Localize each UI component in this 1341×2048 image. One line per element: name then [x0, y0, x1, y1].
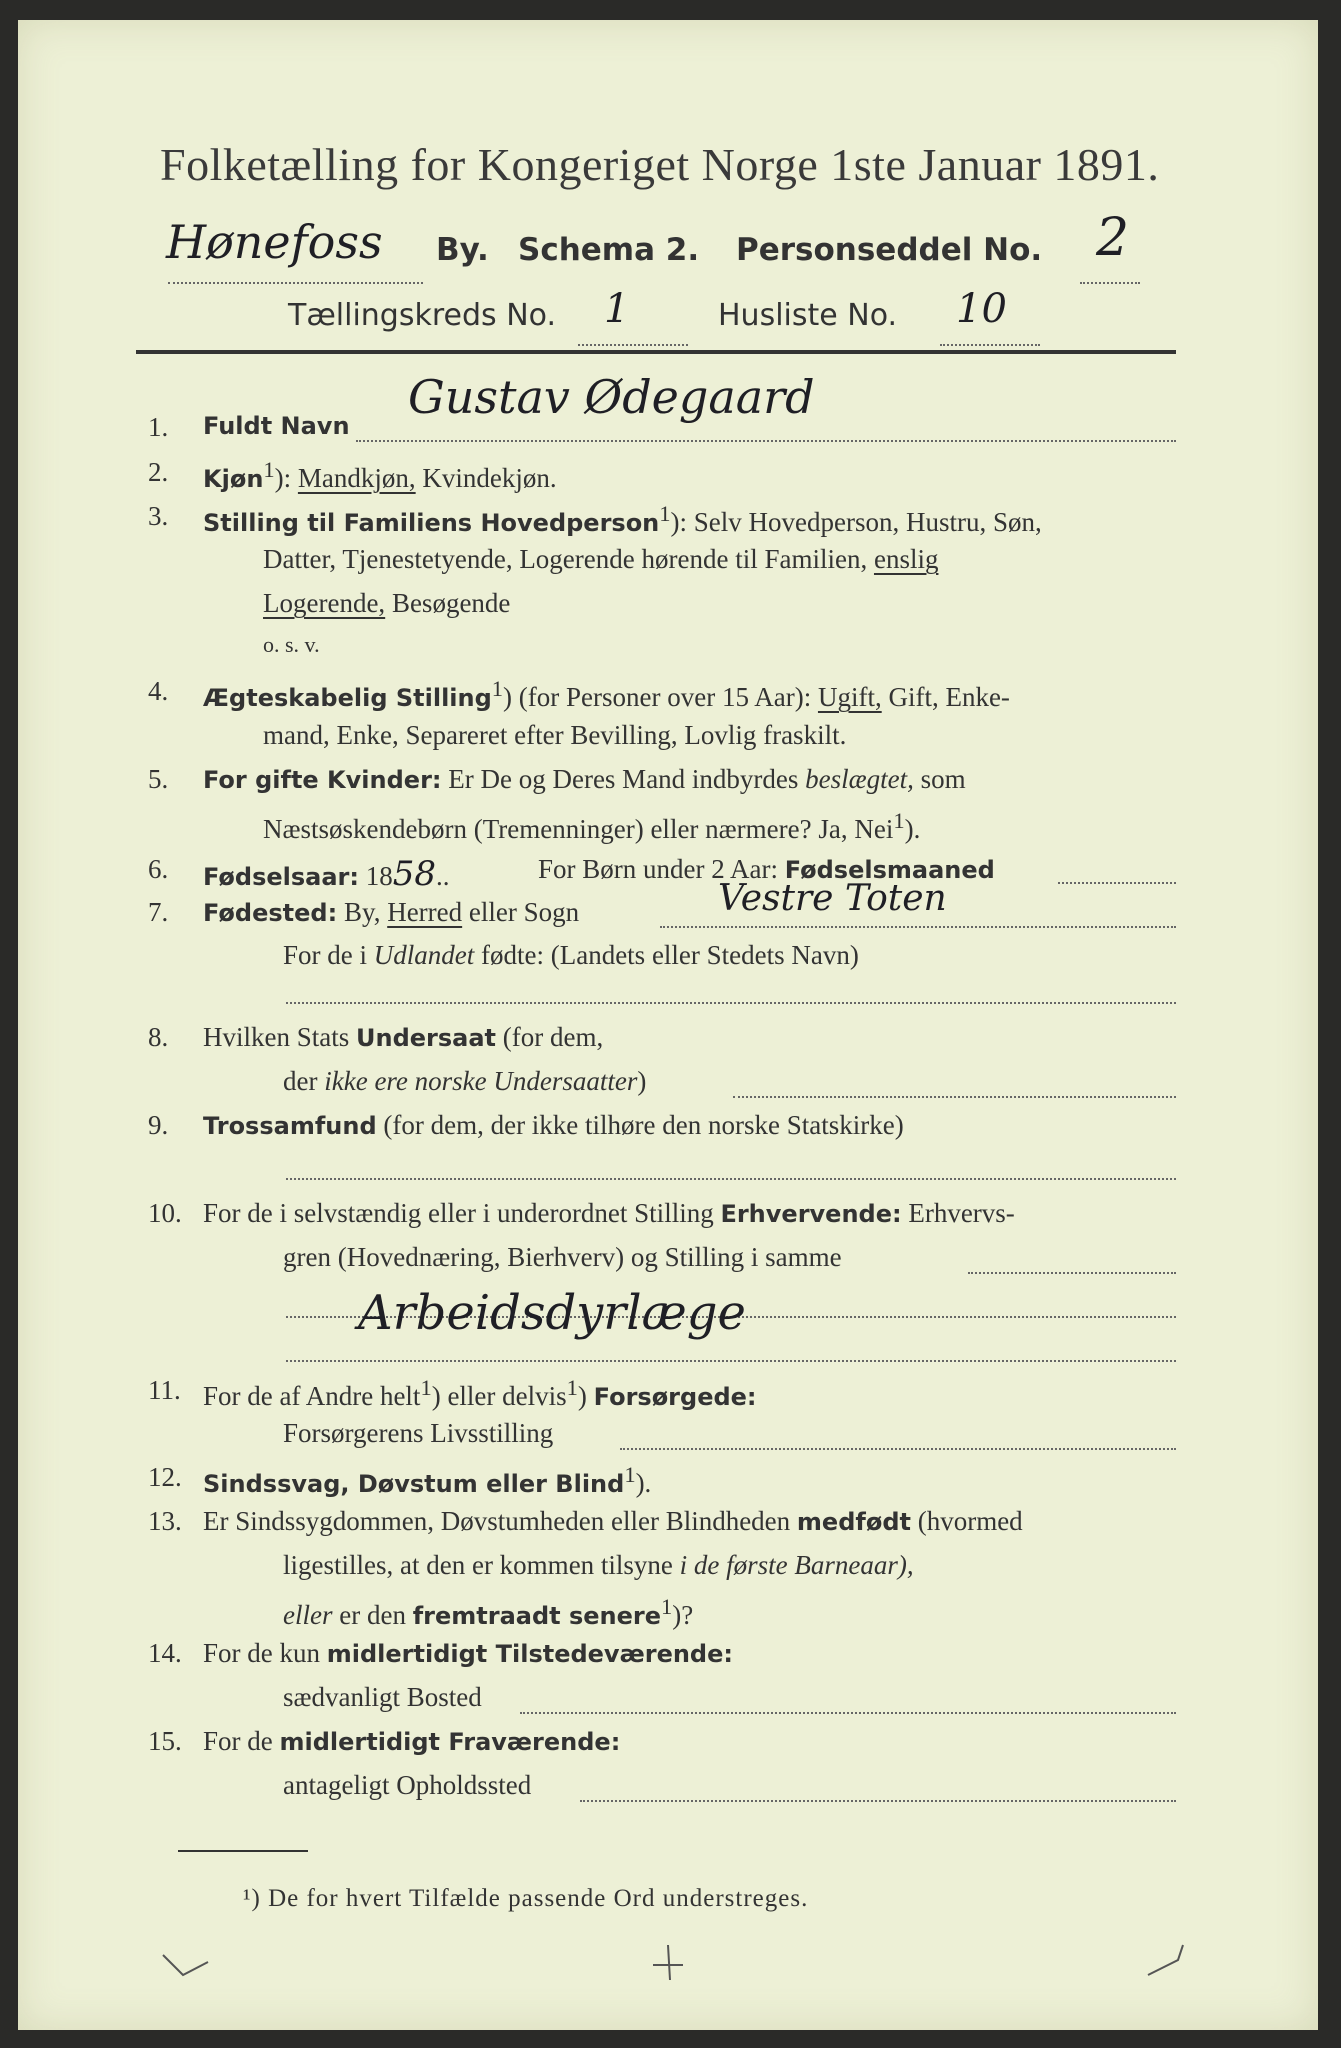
- town-dots: [168, 272, 423, 291]
- q3-number: 3.: [148, 501, 169, 531]
- q10-line2: gren (Hovednæring, Bierhverv) og Stilling i samme: [283, 1242, 842, 1272]
- footnote-divider: [178, 1850, 308, 1852]
- q13-line2: [283, 1550, 914, 1581]
- q3-footnote-mark: 1: [659, 501, 671, 526]
- q8-line2: der ikke ere norske Undersaatter): [283, 1066, 647, 1096]
- q6-label: Fødselsaar:: [203, 863, 359, 891]
- q13-line1-b: (hvormed: [917, 1506, 1023, 1536]
- q3-line3: [263, 588, 510, 619]
- q3-label: Stilling til Familiens Hovedperson: [203, 509, 660, 537]
- q14-label: midlertidigt Tilstedeværende:: [326, 1640, 733, 1668]
- q3-line1: Stilling til Familiens Hovedperson$^1$): Selv Hovedperson, Hustru, Søn,: [203, 501, 1042, 537]
- q6-label-month: Fødselsmaaned: [784, 856, 995, 884]
- q4-line1: Ægteskabelig Stilling$^1$) (for Personer over 15 Aar): Ugift, Gift, Enke-: [203, 676, 1010, 712]
- q2-footnote-mark: 1: [263, 457, 275, 482]
- q15-dots: [580, 1790, 1176, 1809]
- q14-dots: [520, 1702, 1176, 1721]
- q9-line: [203, 1110, 904, 1141]
- q15-number: 15.: [148, 1726, 182, 1756]
- q11-line1-a: For de af Andre helt: [203, 1381, 421, 1411]
- q14-line2: sædvanligt Bosted: [283, 1682, 482, 1712]
- q2-row: Kjøn$^1$): Mandkjøn, Kvindekjøn.: [203, 457, 557, 493]
- q14-line1-a: For de kun: [203, 1638, 320, 1668]
- q4-line1-end: Gift, Enke-: [888, 682, 1010, 712]
- q10-dots-1: [968, 1262, 1176, 1281]
- q9-text: (for dem, der ikke tilhøre den norske Statskirke): [383, 1110, 904, 1140]
- q10-line1-b: Erhvervs-: [908, 1198, 1015, 1228]
- q7-number: 7.: [148, 897, 169, 927]
- q4-line2: mand, Enke, Separeret efter Bevilling, Lovlig fraskilt.: [263, 720, 847, 750]
- q6-text-under2: For Børn under 2 Aar:: [538, 854, 778, 884]
- registration-mark-center: [638, 1940, 698, 1990]
- q13-label-fremtraadt: fremtraadt senere: [412, 1602, 662, 1630]
- q10-dots-3: [286, 1350, 1176, 1369]
- q13-line3-italic: eller: [283, 1600, 333, 1630]
- q7-option-by: By,: [343, 897, 381, 927]
- q1-name-answer: Gustav Ødegaard: [408, 370, 815, 424]
- q5-label: For gifte Kvinder:: [203, 766, 442, 794]
- q15-line2: antageligt Opholdssted: [283, 1770, 532, 1800]
- q2-number: 2.: [148, 457, 169, 487]
- schema-label: Schema 2.: [518, 232, 700, 268]
- q3-line2: [263, 544, 938, 575]
- q8-line1-a: Hvilken Stats: [203, 1022, 350, 1052]
- q11-dots: [620, 1438, 1176, 1457]
- q8-line2-a: der: [283, 1066, 318, 1096]
- q7-option-herred: Herred: [387, 897, 463, 927]
- personseddel-number: 2: [1096, 208, 1130, 268]
- q8-label-undersaat: Undersaat: [356, 1024, 497, 1052]
- q2-option-mandkjon: Mandkjøn,: [297, 463, 416, 493]
- q9-dots: [286, 1168, 1176, 1187]
- q9-number: 9.: [148, 1110, 169, 1140]
- q6-year-prefix: 18: [365, 861, 393, 891]
- q11-line1: For de af Andre helt$^1$) eller delvis$^1$) Forsørgede:: [203, 1375, 757, 1411]
- q10-line1-a: For de i selvstændig eller i underordnet Stilling: [203, 1198, 714, 1228]
- q6-dots: [1058, 872, 1176, 891]
- q15-label: midlertidigt Fraværende:: [279, 1728, 621, 1756]
- q10-occupation-answer: Arbeidsdyrlæge: [358, 1285, 746, 1341]
- census-form-sheet: [18, 20, 1318, 2030]
- q13-footnote-mark: 1: [661, 1594, 673, 1619]
- kreds-number: 1: [604, 286, 630, 332]
- q7-extra-dots: [286, 992, 1176, 1011]
- q1-number: 1.: [148, 412, 169, 442]
- q7-label: Fødested:: [203, 899, 338, 927]
- q4-footnote-mark: 1: [491, 676, 504, 701]
- q11-label-forsorgede: Forsørgede:: [593, 1383, 757, 1411]
- personseddel-label: Personseddel No.: [736, 232, 1043, 268]
- registration-mark-left: [158, 1950, 218, 1990]
- husliste-label: Husliste No.: [718, 298, 898, 333]
- q11-footnote-mark-2: 1: [566, 1375, 578, 1400]
- q14-line1: [203, 1638, 733, 1669]
- kreds-label: Tællingskreds No.: [288, 298, 556, 333]
- q8-number: 8.: [148, 1022, 169, 1052]
- by-label: By.: [436, 232, 489, 268]
- q14-number: 14.: [148, 1638, 182, 1668]
- header-divider: [136, 350, 1176, 354]
- q8-line1-b: (for dem,: [502, 1022, 604, 1052]
- q5-line2-text: Næstsøskendebørn (Tremenninger) eller nærmere? Ja, Nei: [263, 814, 894, 844]
- q4-number: 4.: [148, 676, 169, 706]
- q15-line1: [203, 1726, 620, 1757]
- q7-option-sogn: eller Sogn: [468, 897, 580, 927]
- q11-line2: Forsørgerens Livsstilling: [283, 1418, 554, 1448]
- q2-option-kvindekjon: Kvindekjøn.: [422, 463, 557, 493]
- q7-line2-a: For de i: [283, 940, 367, 970]
- q13-line3: eller er den fremtraadt senere$^1$)?: [283, 1594, 694, 1630]
- q3-option-enslig: enslig: [873, 544, 939, 574]
- q7-line1: [203, 897, 579, 928]
- q5-line1: [203, 764, 966, 795]
- q5-line1-text: Er De og Deres Mand indbyrdes: [448, 764, 799, 794]
- q8-dots: [733, 1086, 1176, 1105]
- q4-option-ugift: Ugift,: [817, 682, 882, 712]
- q7-line2-italic: Udlandet: [373, 940, 475, 970]
- q11-line1-b: eller delvis: [447, 1381, 567, 1411]
- q13-line1-a: Er Sindssygdommen, Døvstumheden eller Blindheden: [203, 1506, 791, 1536]
- q11-number: 11.: [148, 1375, 181, 1405]
- town-line: [166, 215, 383, 269]
- q12-label: Sindssvag, Døvstum eller Blind: [203, 1470, 625, 1498]
- q13-line2-italic: i de første Barneaar),: [679, 1550, 914, 1580]
- q13-number: 13.: [148, 1506, 182, 1536]
- q3-line4: o. s. v.: [263, 632, 320, 657]
- q1-label: Fuldt Navn: [203, 412, 350, 440]
- personseddel-dots: [1080, 272, 1140, 291]
- q3-line1-text: Selv Hovedperson, Hustru, Søn,: [693, 507, 1042, 537]
- q13-label-medfodt: medfødt: [796, 1508, 911, 1536]
- registration-mark-right: [1138, 1940, 1198, 1990]
- q6-year-answer: 58: [392, 854, 437, 894]
- q5-footnote-mark: 1: [893, 808, 905, 833]
- q7-birthplace-answer: Vestre Toten: [718, 878, 947, 919]
- q3-option-logerende: Logerende,: [263, 588, 386, 618]
- q5-line2: Næstsøskendebørn (Tremenninger) eller nærmere? Ja, Nei$^1$).: [263, 808, 921, 844]
- q13-line2-a: ligestilles, at den er kommen tilsyne: [283, 1550, 673, 1580]
- q1-dots: [356, 430, 1176, 449]
- q8-line2-italic: ikke ere norske Undersaatter: [324, 1066, 638, 1096]
- q7-line2-b: fødte: (Landets eller Stedets Navn): [481, 940, 859, 970]
- q9-label: Trossamfund: [203, 1112, 377, 1140]
- q13-line1: [203, 1506, 1023, 1537]
- q4-label: Ægteskabelig Stilling: [203, 684, 492, 712]
- q3-line3-text: Besøgende: [391, 588, 511, 618]
- q13-line3-a: er den: [339, 1600, 406, 1630]
- q10-line1: [203, 1198, 1015, 1229]
- q12-line: Sindssvag, Døvstum eller Blind$^1$).: [203, 1462, 652, 1498]
- town-handwritten: Hønefoss: [166, 215, 383, 269]
- q10-label-erhvervende: Erhvervende:: [720, 1200, 902, 1228]
- q7-line2: [283, 940, 859, 971]
- q5-line1-end: som: [920, 764, 966, 794]
- q8-line1: [203, 1022, 603, 1053]
- q6-number: 6.: [148, 854, 169, 884]
- q5-line1-italic: beslægtet,: [805, 764, 914, 794]
- q11-footnote-mark-1: 1: [420, 1375, 432, 1400]
- q12-footnote-mark: 1: [624, 1462, 636, 1487]
- husliste-number: 10: [956, 286, 1007, 332]
- q2-label: Kjøn: [203, 465, 264, 493]
- q10-number: 10.: [148, 1198, 182, 1228]
- form-title: Folketælling for Kongeriget Norge 1ste Januar 1891.: [160, 139, 1160, 190]
- q12-number: 12.: [148, 1462, 182, 1492]
- q6-line: Fødselsaar: 1858..: [203, 854, 450, 894]
- footnote-text: ¹) De for hvert Tilfælde passende Ord understreges.: [243, 1885, 809, 1912]
- q4-line1-text: (for Personer over 15 Aar):: [518, 682, 812, 712]
- q5-number: 5.: [148, 764, 169, 794]
- q3-line2-text: Datter, Tjenestetyende, Logerende hørende til Familien,: [263, 544, 868, 574]
- q15-line1-a: For de: [203, 1726, 273, 1756]
